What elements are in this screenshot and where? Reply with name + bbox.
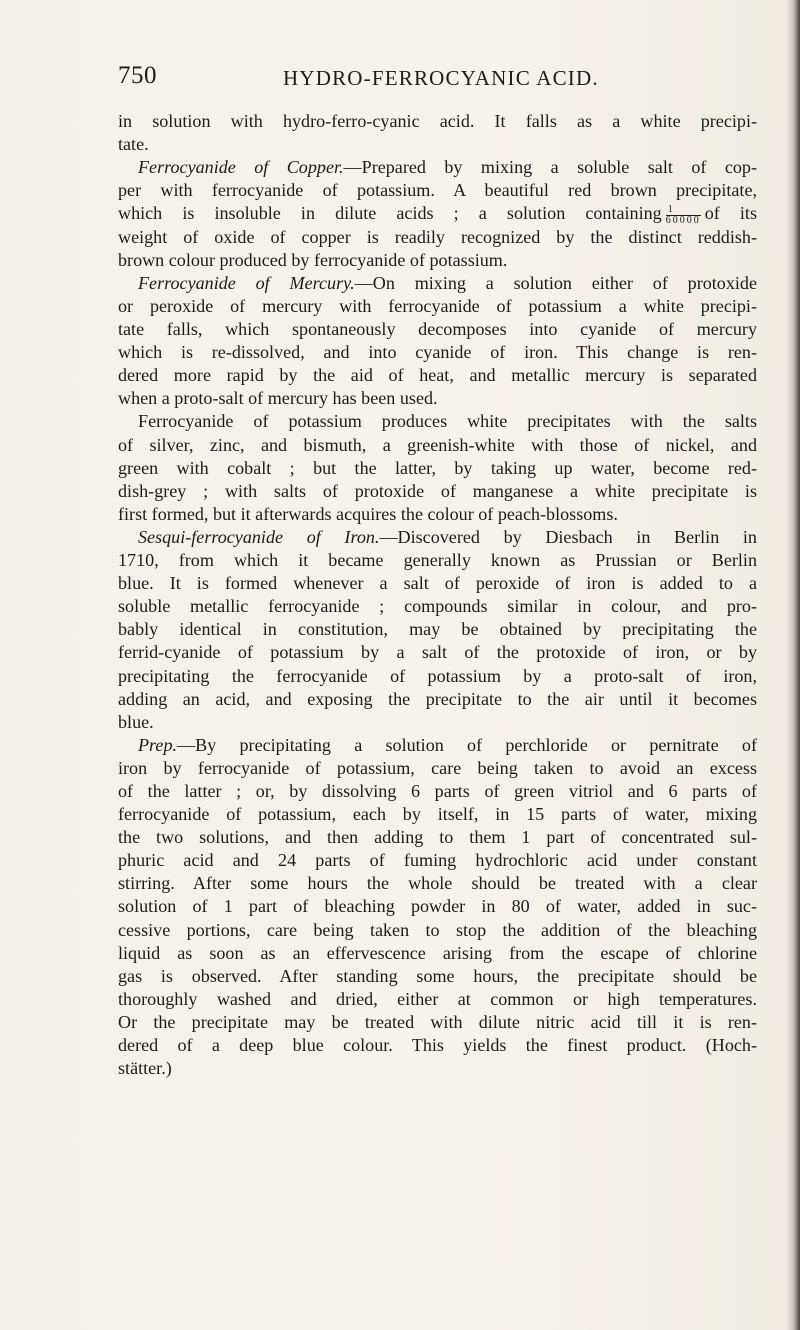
text-line: per with ferrocyanide of potassium. A beautiful red brown precipitate, (118, 180, 757, 201)
text-line: phuric acid and 24 parts of fuming hydrochloric acid under constant (118, 850, 757, 871)
text-line: weight of oxide of copper is readily recognized by the distinct reddish- (118, 226, 757, 247)
text-line: blue. It is formed whenever a salt of peroxide of iron is added to a (118, 573, 757, 594)
text-line: when a proto-salt of mercury has been used. (118, 388, 438, 409)
text-line: stirring. After some hours the whole should be treated with a clear (118, 873, 757, 894)
section-title-iron: Sesqui-ferrocyanide of Iron. (138, 526, 380, 547)
text-line: Ferrocyanide of Mercury.—On mixing a solution either of protoxide (138, 272, 758, 293)
text-line: bably identical in constitution, may be obtained by precipitating the (118, 619, 757, 640)
text-line: liquid as soon as an effervescence arising from the escape of chlorine (118, 942, 757, 963)
text-line: Ferrocyanide of Copper.—Prepared by mixing a soluble salt of cop- (138, 157, 757, 178)
text-line: of silver, zinc, and bismuth, a greenish-white with those of nickel, and (118, 434, 757, 455)
page-header (118, 62, 758, 96)
text-line: cessive portions, care being taken to stop the addition of the bleaching (118, 919, 757, 940)
page-edge-shadow (786, 0, 800, 1330)
text-line: Prep.—By precipitating a solution of perchloride or pernitrate of (138, 734, 757, 755)
text-line: dish-grey ; with salts of protoxide of manganese a white precipitate is (118, 480, 757, 501)
page-number: 750 (118, 62, 157, 89)
fraction: $\frac{1}{60000}$ (665, 203, 701, 226)
text-line: which is re-dissolved, and into cyanide of iron. This change is ren- (118, 342, 757, 363)
text-line: Sesqui-ferrocyanide of Iron.—Discovered by Diesbach in Berlin in (138, 526, 757, 547)
text-line: dered more rapid by the aid of heat, and metallic mercury is separated (118, 365, 757, 386)
text-line: which is insoluble in dilute acids ; a solution containing $\frac{1}{60000}$ of its (118, 203, 757, 226)
text-line: Ferrocyanide of potassium produces white precipitates with the salts (138, 411, 757, 432)
section-title-copper: Ferrocyanide of Copper. (138, 157, 344, 178)
text-line: ferrid-cyanide of potassium by a salt of the protoxide of iron, or by (118, 642, 757, 663)
text-line: in solution with hydro-ferro-cyanic acid. It falls as a white precipi- (118, 111, 757, 131)
text-line: stätter.) (118, 1058, 172, 1079)
body-text (118, 110, 757, 1080)
text-line: ferrocyanide of potassium, each by itself, in 15 parts of water, mixing (118, 804, 757, 825)
text-line: tate. (118, 134, 149, 155)
section-title-mercury: Ferrocyanide of Mercury. (138, 272, 355, 293)
text-line: tate falls, which spontaneously decomposes into cyanide of mercury (118, 319, 757, 340)
text-line: dered of a deep blue colour. This yields the finest product. (Hoch- (118, 1035, 757, 1055)
text-line: thoroughly washed and dried, either at common or high temperatures. (118, 988, 757, 1009)
text-line: of the latter ; or, by dissolving 6 parts of green vitriol and 6 parts of (118, 780, 757, 801)
text-line: solution of 1 part of bleaching powder in 80 of water, added in suc- (118, 896, 757, 917)
text-line: 1710, from which it became generally known as Prussian or Berlin (118, 550, 757, 571)
text-line: adding an acid, and exposing the precipitate to the air until it becomes (118, 688, 757, 709)
text-line: soluble metallic ferrocyanide ; compounds similar in colour, and pro- (118, 596, 757, 617)
text-line: blue. (118, 711, 154, 732)
text-line: the two solutions, and then adding to them 1 part of concentrated sul- (118, 827, 757, 848)
text-line: green with cobalt ; but the latter, by taking up water, become red- (118, 457, 757, 478)
text-line: gas is observed. After standing some hours, the precipitate should be (118, 965, 757, 986)
text-line: precipitating the ferrocyanide of potassium by a proto-salt of iron, (118, 665, 757, 686)
section-title-prep: Prep. (138, 734, 178, 755)
text-line: Or the precipitate may be treated with dilute nitric acid till it is ren- (118, 1011, 757, 1032)
text-line: brown colour produced by ferrocyanide of potassium. (118, 249, 508, 270)
text-line: iron by ferrocyanide of potassium, care being taken to avoid an excess (118, 757, 757, 778)
text-line: or peroxide of mercury with ferrocyanide of potassium a white precipi- (118, 296, 757, 316)
text-line: first formed, but it afterwards acquires the colour of peach-blossoms. (118, 503, 618, 524)
running-title: HYDRO-FERROCYANIC ACID. (283, 66, 599, 90)
